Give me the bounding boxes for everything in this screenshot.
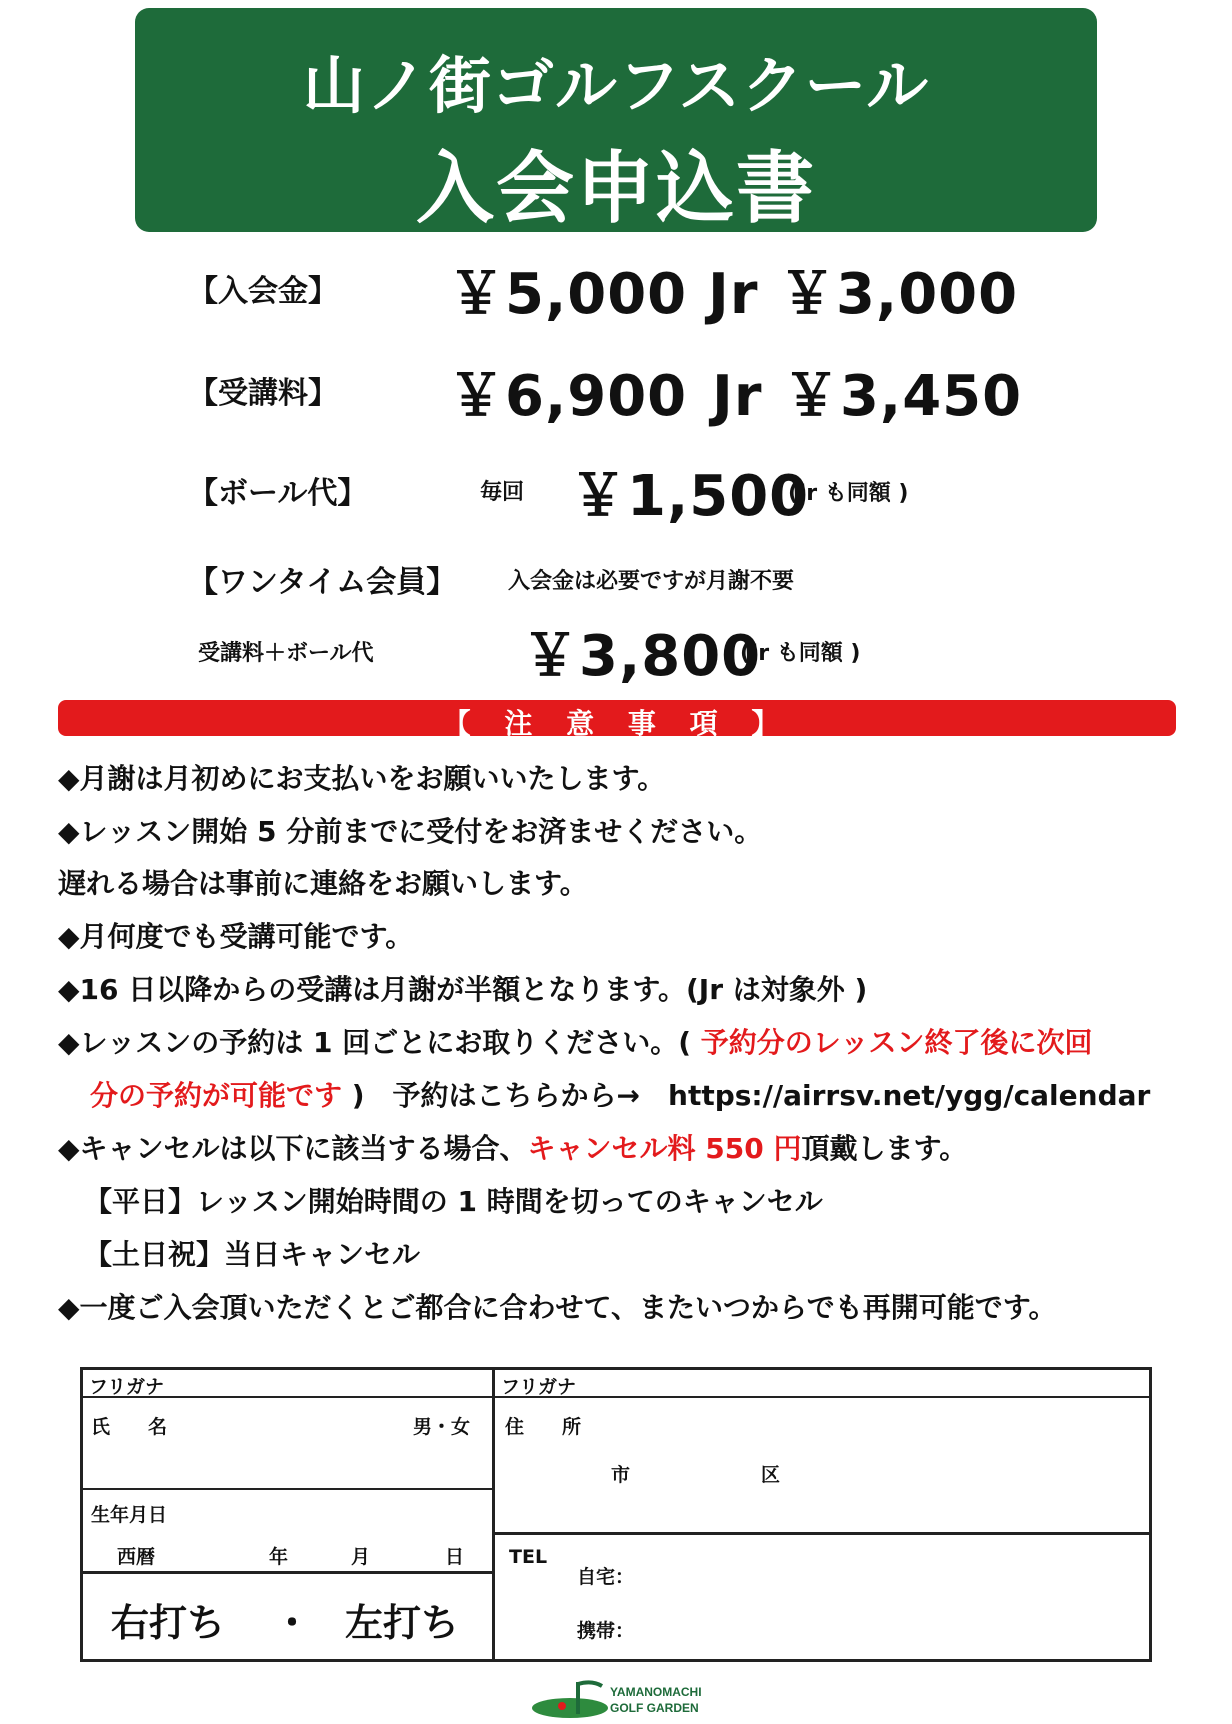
right-handed-option[interactable]: 右打ち [111, 1601, 226, 1645]
onetime-sub-label: 受講料＋ボール代 [198, 641, 374, 666]
notice-item-reservation [58, 1021, 1093, 1061]
notice-text: 頂戴します。 [801, 1132, 968, 1165]
furigana-label: フリガナ [501, 1376, 577, 1398]
golf-garden-logo [528, 1678, 713, 1720]
onetime-label: 【ワンタイム会員】 [188, 565, 457, 600]
left-handed-option[interactable]: 左打ち [345, 1601, 460, 1645]
lesson-fee-junior: Jr ￥3,450 [712, 364, 1023, 429]
form-title: 入会申込書 [415, 144, 816, 234]
notice-text: ◆キャンセルは以下に該当する場合、 [58, 1132, 528, 1165]
year-label: 年 [269, 1546, 289, 1568]
name-label: 氏 名 [91, 1416, 168, 1438]
title-banner [135, 8, 1097, 232]
home-phone-field[interactable] [643, 1556, 1143, 1596]
onetime-desc: 入会金は必要ですが月謝不要 [508, 569, 795, 594]
birthdate-label: 生年月日 [91, 1504, 168, 1526]
ball-fee-prefix: 毎回 [480, 480, 525, 505]
home-phone-label: 自宅： [577, 1566, 635, 1588]
school-name: 山ノ街ゴルフスクール [302, 49, 930, 122]
address-label: 住 所 [505, 1416, 582, 1438]
month-label: 月 [351, 1546, 371, 1568]
notice-item: 遅れる場合は事前に連絡をお願いします。 [58, 867, 588, 900]
era-label: 西暦 [117, 1546, 156, 1568]
lesson-fee-adult: ￥6,900 [448, 364, 688, 429]
ward-label: 区 [761, 1464, 781, 1486]
logo-icon [528, 1678, 713, 1720]
notice-item: ◆月何度でも受講可能です。 [58, 920, 414, 953]
notice-item: 【平日】レッスン開始時間の 1 時間を切ってのキャンセル [84, 1185, 823, 1218]
onetime-note: (Jr も同額 ) [740, 641, 861, 666]
notice-banner [58, 700, 1176, 740]
onetime-price: ￥3,800 [522, 624, 762, 689]
entry-fee-label: 【入会金】 [188, 274, 338, 309]
notice-red-text: 予約分のレッスン終了後に次回 [691, 1026, 1093, 1059]
svg-text:GOLF GARDEN: GOLF GARDEN [610, 1701, 699, 1715]
svg-text:YAMANOMACHI: YAMANOMACHI [610, 1685, 702, 1699]
notice-item: ◆月謝は月初めにお支払いをお願いいたします。 [58, 762, 666, 795]
option-separator: ・ [273, 1601, 312, 1645]
reservation-link[interactable]: ) 予約はこちらから→ https://airrsv.net/ygg/calendar [342, 1079, 1151, 1112]
ball-fee-note: (Jr も同額 ) [788, 481, 909, 506]
furigana-label: フリガナ [89, 1376, 165, 1398]
lesson-fee-label: 【受講料】 [188, 376, 338, 411]
notice-item-cancel [58, 1127, 967, 1167]
city-label: 市 [611, 1464, 631, 1486]
ball-fee-price: ￥1,500 [570, 464, 810, 529]
day-label: 日 [445, 1546, 465, 1568]
notice-item: ◆レッスン開始 5 分前までに受付をお済ませください。 [58, 815, 763, 848]
mobile-phone-label: 携帯： [577, 1620, 635, 1642]
notice-item: ◆16 日以降からの受講は月謝が半額となります。(Jr は対象外 ) [58, 973, 868, 1006]
name-field[interactable] [91, 1436, 486, 1484]
tel-label: TEL [509, 1546, 548, 1568]
mobile-phone-field[interactable] [643, 1610, 1143, 1650]
address-field[interactable] [503, 1436, 1143, 1528]
gender-label: 男・女 [413, 1416, 471, 1438]
notice-red-text: 分の予約が可能です [90, 1079, 343, 1112]
notice-text: ◆レッスンの予約は 1 回ごとにお取りください。( [58, 1026, 692, 1059]
entry-fee-adult: ￥5,000 [448, 262, 688, 327]
ball-fee-label: 【ボール代】 [188, 476, 368, 511]
application-form [80, 1367, 1152, 1662]
entry-fee-junior: Jr ￥3,000 [708, 262, 1019, 327]
notice-item: ◆一度ご入会頂いただくとご都合に合わせて、またいつからでも再開可能です。 [58, 1291, 1057, 1324]
notice-item: 【土日祝】当日キャンセル [84, 1238, 421, 1271]
cancel-fee-text: キャンセル料 550 円 [527, 1132, 802, 1165]
notice-title: 【 注 意 事 項 】 [442, 707, 792, 740]
notice-item-reservation-cont [90, 1074, 1150, 1114]
